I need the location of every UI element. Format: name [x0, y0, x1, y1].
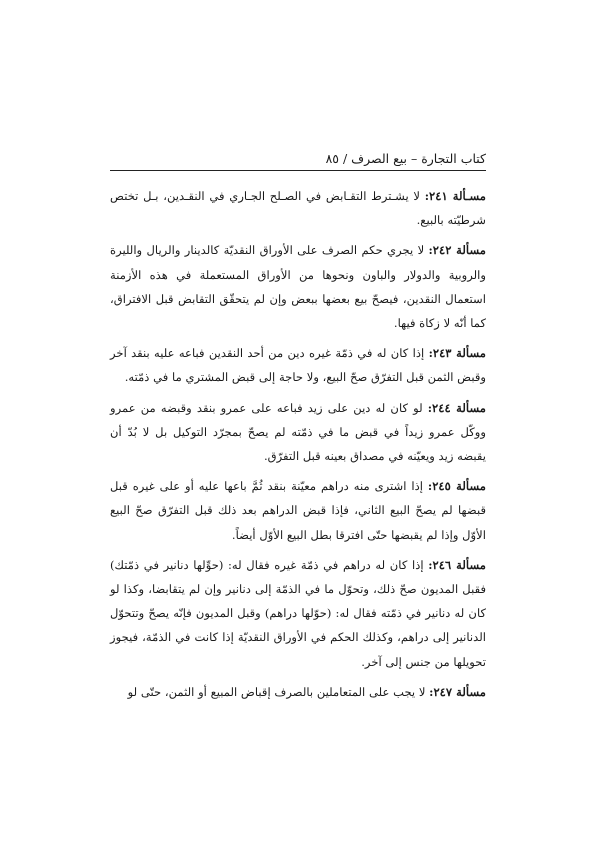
issue-paragraph — [110, 184, 486, 232]
issue-text: إذا اشترى منه دراهم معيّنة بنقد ثُمَّ باعها عليه أو على غيره قبل قبضها لم يصحّ البيع الثاني، فإذا قبض الدراهم بعد ذلك قبل التفرّق صحّ البيع الأوّل وإذا لم يقبضها حتّى افترقا بطل البيع الأوّل أيضاً. — [110, 479, 486, 542]
issue-paragraph — [110, 680, 486, 704]
issue-text: لا يجري حكم الصرف على الأوراق النقديّة كالدينار والريال والليرة والروبية والدولار والباون ونحوها من الأوراق المستعملة في هذه الأزمنة استعمال النقدين، فيصحّ بيع بعضها ببعض وإن لم يتحقّق التقابض قبل الافتراق، كما أنّه لا زكاة فيها. — [110, 243, 486, 331]
issue-label: مسألة ٢٤٥: — [427, 479, 486, 494]
issue-text: لا يجب على المتعاملين بالصرف إقباض المبيع أو الثمن، حتّى لو — [127, 684, 426, 699]
issue-label: مسألة ٢٤٦: — [428, 557, 487, 572]
issue-paragraph — [110, 238, 486, 335]
issue-label: مسألة ٢٤٧: — [429, 684, 486, 699]
issue-text: لا يشـترط التقـابض في الصـلح الجـاري في النقـدين، بـل تختص شرطيّته بالبيع. — [110, 189, 486, 228]
issue-paragraph — [110, 553, 486, 674]
issue-label: مسألة ٢٤٣: — [428, 346, 487, 361]
issue-label: مسـألة ٢٤١: — [424, 189, 487, 203]
header-title: كتاب التجارة – بيع الصرف / ٨٥ — [325, 151, 486, 166]
body-text — [110, 184, 486, 710]
issue-label: مسألة ٢٤٤: — [427, 400, 486, 415]
issue-text: إذا كان له في ذمّة غيره دين من أحد النقدين فباعه عليه بنقد آخر وقبض الثمن قبل التفرّق صحّ البيع، ولا حاجة إلى قبض المشتري ما في ذمّته. — [110, 346, 486, 385]
running-header — [110, 150, 486, 171]
issue-text: إذا كان له دراهم في ذمّة غيره فقال له: (حوِّلها دنانير في ذمّتك) فقبل المديون صحّ ذلك، وتحوّل ما في الذمّة إلى دنانير وإن لم يتقابضا، وكذا لو كان له دنانير في ذمّته فقال له: (حوّلها دراهم) وقبل المديون فإنّه يصحّ وتتحوّل الدنانير إلى دراهم، وكذلك الحكم في الأوراق النقديّة إذا كانت في الذمّة، فيجوز تحويلها من جنس إلى آخر. — [110, 557, 486, 669]
issue-label: مسألة ٢٤٢: — [428, 243, 486, 258]
issue-paragraph — [110, 396, 486, 469]
issue-text: لو كان له دين على زيد فباعه على عمرو بنقد وقبضه من عمرو ووكّل عمرو زيداً في قبض ما في ذمّته لم يصحّ بمجرّد التوكيل بل لا بُدّ أن يقبضه زيد ويعيّنه في مصداق بعينه قبل التفرّق. — [110, 400, 486, 464]
issue-paragraph — [110, 341, 486, 389]
issue-paragraph — [110, 474, 486, 547]
